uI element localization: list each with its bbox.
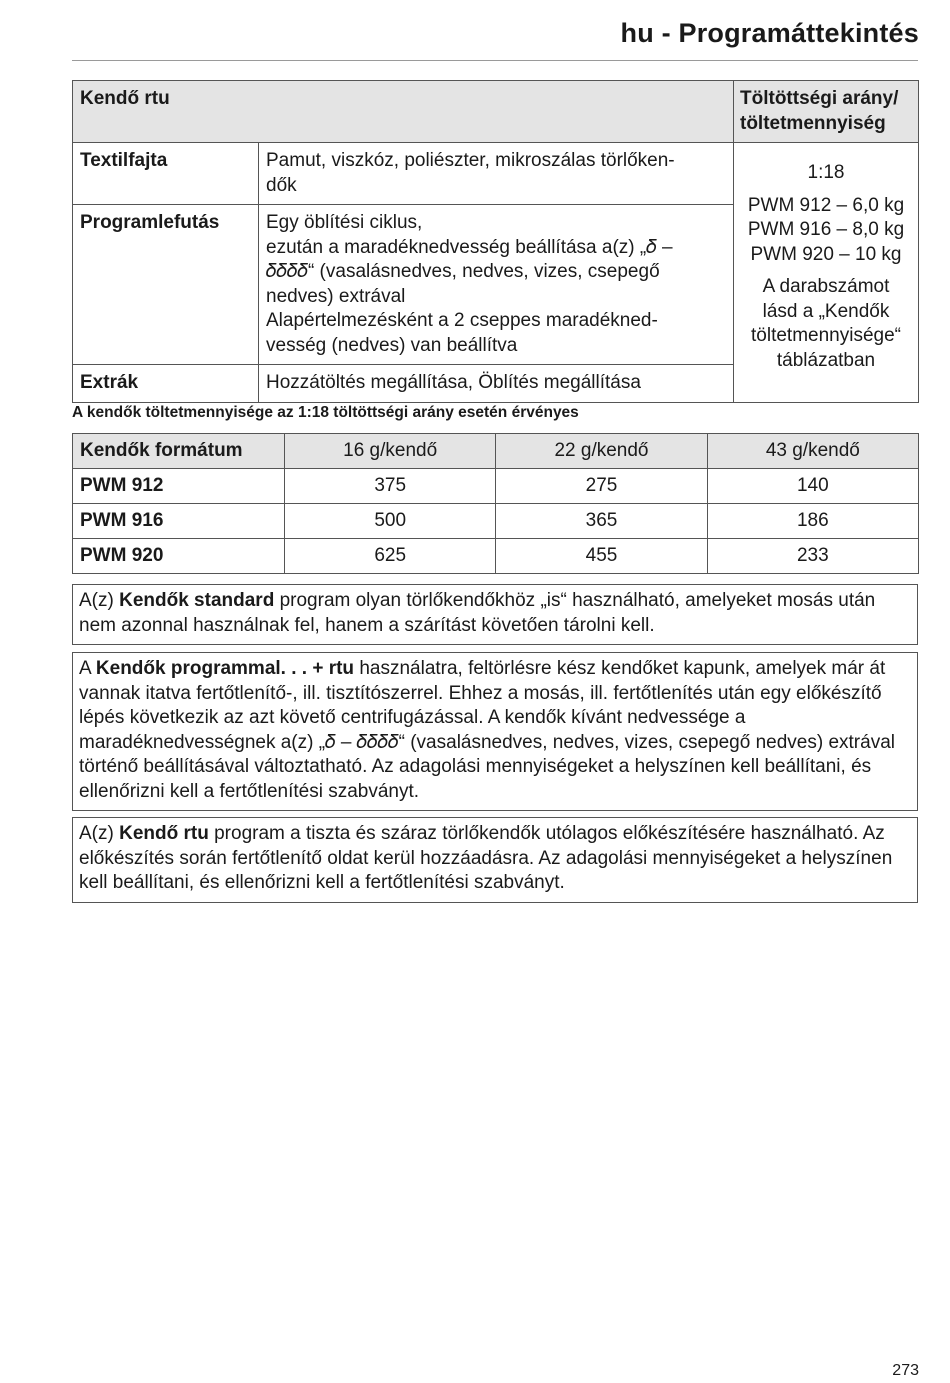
box-text: program olyan törlőkendőkhöz „is“ használható, amelyeket mosás után nem azonnal használnak fel, hanem a szárítást követően tárolni kell. — [79, 590, 876, 636]
quantity-cell: 233 — [707, 539, 918, 574]
load-value: PWM 912 – 6,0 kg — [747, 194, 905, 216]
text-line: Egy öblítési ciklus, — [266, 212, 423, 233]
column-header: 16 g/kendő — [285, 434, 496, 469]
text-line: dők — [266, 174, 297, 196]
quantity-cell: 186 — [707, 504, 918, 539]
page-title: hu - Programáttekintés — [620, 18, 919, 48]
text-line: Hozzátöltés megállítása, Öblítés megállítása — [266, 372, 641, 393]
quantity-cell: 455 — [496, 539, 707, 574]
see-table-text: lásd a „Kendők — [762, 300, 890, 322]
ratio-value: 1:18 — [807, 162, 845, 183]
page-number: 273 — [892, 1362, 919, 1379]
box-text: A — [79, 658, 96, 679]
quantity-cell: 275 — [496, 469, 707, 504]
column-header: 43 g/kendő — [707, 434, 918, 469]
program-table — [72, 80, 919, 403]
text-line: vesség (nedves) van beállítva — [266, 334, 518, 356]
program-name: Kendő rtu — [119, 823, 209, 844]
load-note: A kendők töltetmennyisége az 1:18 töltöttségi arány esetén érvényes — [72, 404, 579, 421]
text-line: ezután a maradéknedvesség beállítása a(z) „𝛿 – — [266, 236, 673, 258]
row-value — [259, 205, 734, 365]
quantity-cell: 375 — [285, 469, 496, 504]
quantity-cell: 365 — [496, 504, 707, 539]
see-table-text: táblázatban — [776, 349, 876, 371]
program-name-header: Kendő rtu — [73, 81, 734, 143]
header-divider — [72, 60, 918, 61]
program-name: Kendők programmal. . . + rtu — [95, 658, 355, 679]
table-row — [73, 539, 919, 574]
table-row — [73, 143, 919, 205]
ratio-cell — [734, 143, 919, 403]
cloth-table-header-row — [73, 434, 919, 469]
see-table-text: töltetmennyisége“ — [751, 325, 901, 346]
row-value — [259, 365, 734, 403]
model-cell: PWM 912 — [73, 469, 285, 504]
quantity-cell: 500 — [285, 504, 496, 539]
box-text: program a tiszta és száraz törlőkendők utólagos előkészítésére használható. Az előkészítés során fertőtlenítő oldat kerül hozzáadásra. Az adagolási mennyiségeket a helyszínen kell beállítani, és ellenőrizni kell a fertőtlenítési szabványt. — [79, 823, 893, 893]
text-line: 𝛿𝛿𝛿𝛿“ (vasalásnedves, nedves, vizes, csepegő — [266, 261, 660, 282]
row-value — [259, 143, 734, 205]
ratio-header-line: töltetmennyiség — [740, 112, 886, 134]
info-box-rtu — [72, 817, 918, 903]
ratio-header-line: Töltöttségi arány/ — [740, 88, 899, 109]
see-table-text: A darabszámot — [762, 276, 890, 297]
quantity-cell: 625 — [285, 539, 496, 574]
table-row — [73, 504, 919, 539]
text-line: Alapértelmezésként a 2 cseppes maradékned- — [266, 310, 658, 331]
quantity-cell: 140 — [707, 469, 918, 504]
table-row — [73, 469, 919, 504]
model-cell: PWM 920 — [73, 539, 285, 574]
box-text: A(z) — [79, 823, 120, 844]
box-text: A(z) — [79, 590, 120, 611]
text-line: Pamut, viszkóz, poliészter, mikroszálas törlőken- — [266, 150, 675, 171]
column-header: Kendők formátum — [73, 434, 285, 469]
column-header: 22 g/kendő — [496, 434, 707, 469]
ratio-header — [734, 81, 919, 143]
load-value: PWM 916 – 8,0 kg — [747, 219, 905, 240]
row-label: Extrák — [73, 365, 259, 403]
program-name: Kendők standard — [119, 590, 275, 611]
row-label: Programlefutás — [73, 205, 259, 365]
cloth-quantity-table — [72, 433, 919, 574]
info-box-standard — [72, 584, 918, 645]
text-line: nedves) extrával — [266, 285, 406, 307]
model-cell: PWM 916 — [73, 504, 285, 539]
info-box-programmal — [72, 652, 918, 811]
program-table-header-row — [73, 81, 919, 143]
box-text: használatra, feltörlésre kész kendőket kapunk, amelyek már át vannak itatva fertőtlenítő-, ill. tisztítószerrel. Ehhez a mosás, ill. fertőtlenítés után egy előkészítő lépés következik az azt követő centrifugázással. A kendők kívánt nedvessége a maradéknedvességnek a(z) „𝛿 – 𝛿𝛿𝛿𝛿“ (vasalásnedves, nedves, vizes, csepegő nedves) extrával történő beállításával változtatható. Az adagolási mennyiségeket a helyszínen kell beállítani, és ellenőrizni kell a fertőtlenítési szabványt. — [79, 658, 895, 802]
row-label: Textilfajta — [73, 143, 259, 205]
load-value: PWM 920 – 10 kg — [750, 243, 902, 265]
